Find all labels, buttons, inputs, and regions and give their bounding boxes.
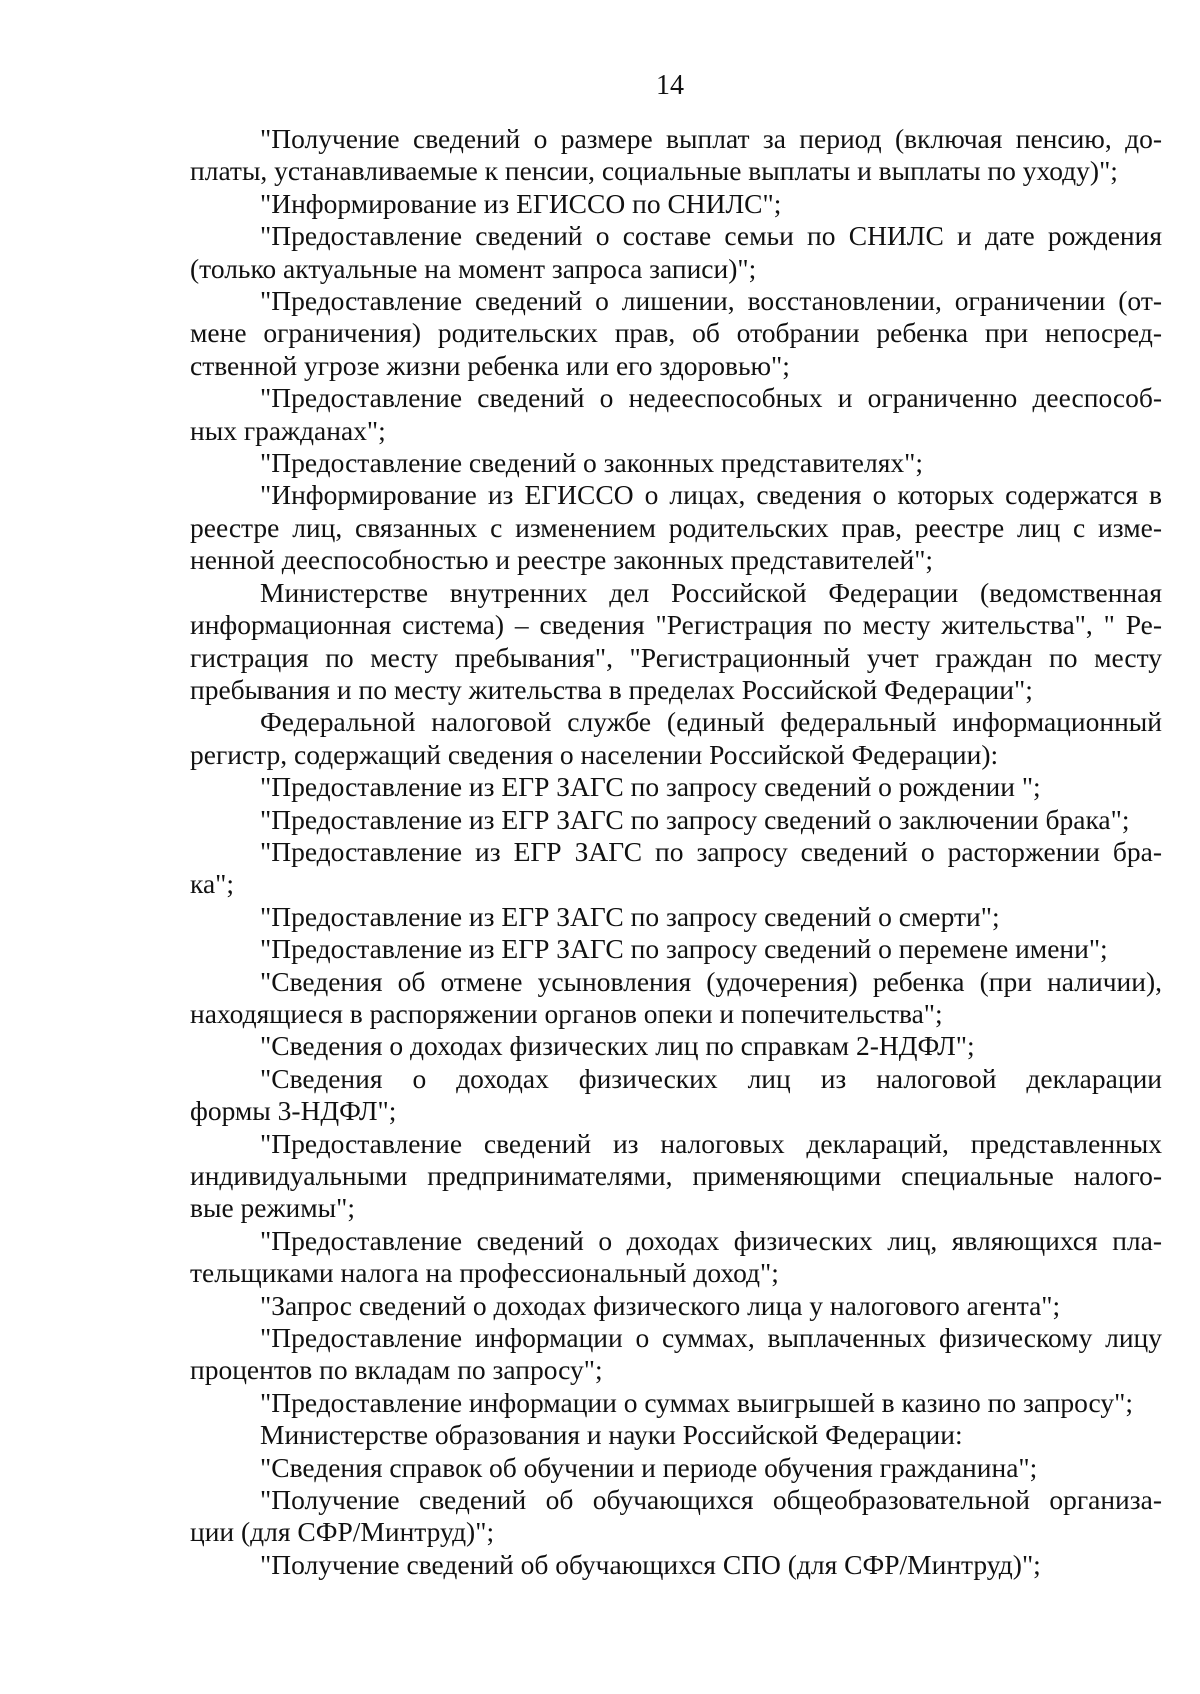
- text-line: "Получение сведений об обучающихся общеобразовательной организа-: [260, 1484, 1162, 1516]
- text-line: "Предоставление информации о суммах, выплаченных физическому лицу: [260, 1322, 1162, 1354]
- text-line: Министерстве внутренних дел Российской Федерации (ведомственная: [260, 576, 1162, 608]
- text-line: "Предоставление из ЕГР ЗАГС по запросу сведений о перемене имени";: [260, 933, 1108, 965]
- text-line: "Предоставление сведений о доходах физических лиц, являющихся пла-: [260, 1224, 1162, 1256]
- paragraph: [190, 447, 1162, 479]
- paragraph: [190, 966, 1162, 1031]
- paragraph: [190, 479, 1162, 576]
- text-line: "Получение сведений о размере выплат за период (включая пенсию, до-: [260, 123, 1162, 154]
- text-line: "Информирование из ЕГИССО о лицах, сведения о которых содержатся в: [260, 479, 1162, 511]
- text-line: "Предоставление сведений о недееспособных и ограниченно дееспособ-: [260, 382, 1162, 414]
- text-line: ненной дееспособностью и реестре законных представителей";: [190, 544, 934, 576]
- text-line: находящиеся в распоряжении органов опеки и попечительства";: [190, 997, 943, 1029]
- text-line: индивидуальными предпринимателями, применяющими специальные налого-: [190, 1160, 1162, 1191]
- paragraph: [190, 220, 1162, 285]
- text-line: "Предоставление информации о суммах выигрышей в казино по запросу";: [260, 1386, 1134, 1418]
- text-line: Министерстве образования и науки Российской Федерации:: [260, 1419, 963, 1451]
- text-line: "Предоставление сведений о лишении, восстановлении, ограничении (от-: [260, 285, 1162, 317]
- text-line: реестре лиц, связанных с изменением родительских прав, реестре лиц с изме-: [190, 511, 1162, 543]
- paragraph: [190, 1128, 1162, 1225]
- text-line: ственной угрозе жизни ребенка или его здоровью";: [190, 349, 790, 381]
- paragraph: [190, 285, 1162, 382]
- paragraph: [190, 706, 1162, 771]
- paragraph: [190, 1419, 1162, 1451]
- text-line: "Сведения справок об обучении и периоде обучения гражданина";: [260, 1451, 1038, 1483]
- text-line: мене ограничения) родительских прав, об отобрании ребенка при непосред-: [190, 317, 1162, 349]
- text-line: "Предоставление из ЕГР ЗАГС по запросу сведений о заключении брака";: [260, 803, 1130, 835]
- text-line: "Предоставление сведений из налоговых деклараций, представленных: [260, 1127, 1162, 1159]
- text-line: ка";: [190, 868, 235, 900]
- text-line: "Предоставление из ЕГР ЗАГС по запросу сведений о смерти";: [260, 900, 1000, 932]
- paragraph: [190, 1484, 1162, 1549]
- text-line: "Информирование из ЕГИССО по СНИЛС";: [260, 187, 782, 219]
- text-line: (только актуальные на момент запроса записи)";: [190, 252, 757, 284]
- paragraph: [190, 188, 1162, 220]
- paragraph: [190, 901, 1162, 933]
- paragraph: [190, 1322, 1162, 1387]
- text-line: информационная система) – сведения "Регистрация по месту жительства", " Ре-: [190, 609, 1162, 641]
- paragraph: [190, 804, 1162, 836]
- paragraph: [190, 123, 1162, 188]
- paragraph: [190, 1290, 1162, 1322]
- paragraph: [190, 1549, 1162, 1581]
- text-line: тельщиками налога на профессиональный доход";: [190, 1257, 779, 1289]
- page-number: 14: [656, 70, 684, 101]
- text-line: формы 3-НДФЛ";: [190, 1095, 397, 1127]
- text-line: "Предоставление сведений о составе семьи по СНИЛС и дате рождения: [260, 220, 1162, 252]
- text-line: регистр, содержащий сведения о населении Российской Федерации):: [190, 738, 999, 770]
- text-line: "Получение сведений об обучающихся СПО (для СФР/Минтруд)";: [260, 1548, 1041, 1580]
- paragraph: [190, 1452, 1162, 1484]
- text-line: Федеральной налоговой службе (единый федеральный информационный: [260, 706, 1162, 738]
- document-body: [190, 123, 1162, 1581]
- paragraph: [190, 836, 1162, 901]
- text-line: процентов по вкладам по запросу";: [190, 1354, 603, 1386]
- paragraph: [190, 1387, 1162, 1419]
- paragraph: [190, 933, 1162, 965]
- paragraph: [190, 1225, 1162, 1290]
- text-line: ции (для СФР/Минтруд)";: [190, 1516, 495, 1548]
- text-line: "Предоставление из ЕГР ЗАГС по запросу сведений о рождении ";: [260, 771, 1041, 803]
- paragraph: [190, 577, 1162, 707]
- text-line: гистрация по месту пребывания", "Регистрационный учет граждан по месту: [190, 641, 1162, 673]
- text-line: платы, устанавливаемые к пенсии, социальные выплаты и выплаты по уходу)";: [190, 155, 1118, 187]
- text-line: "Сведения о доходах физических лиц по справкам 2-НДФЛ";: [260, 1030, 975, 1062]
- text-line: "Сведения об отмене усыновления (удочерения) ребенка (при наличии),: [260, 965, 1162, 997]
- text-line: "Сведения о доходах физических лиц из налоговой декларации: [260, 1062, 1162, 1094]
- text-line: "Предоставление сведений о законных представителях";: [260, 447, 923, 479]
- text-line: ных гражданах";: [190, 414, 386, 446]
- text-line: "Запрос сведений о доходах физического лица у налогового агента";: [260, 1289, 1061, 1321]
- paragraph: [190, 771, 1162, 803]
- paragraph: [190, 1030, 1162, 1062]
- text-line: пребывания и по месту жительства в пределах Российской Федерации";: [190, 673, 1033, 705]
- paragraph: [190, 1063, 1162, 1128]
- paragraph: [190, 382, 1162, 447]
- text-line: "Предоставление из ЕГР ЗАГС по запросу сведений о расторжении бра-: [260, 835, 1162, 867]
- text-line: вые режимы";: [190, 1192, 355, 1224]
